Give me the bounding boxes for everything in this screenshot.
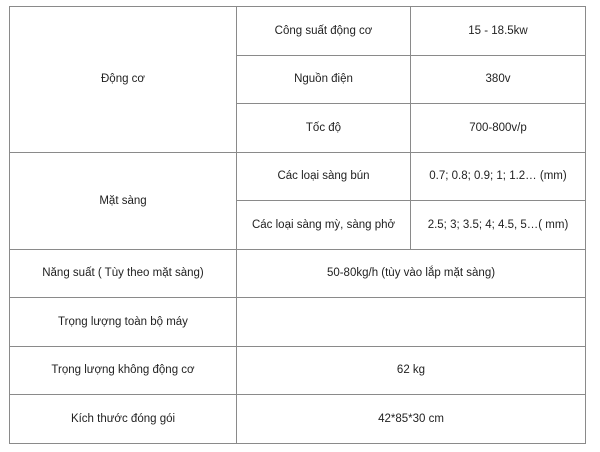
spec-table [9, 6, 586, 444]
table-row [10, 346, 586, 395]
package-size-label: Kích thước đóng gói [10, 395, 237, 444]
engine-power-source-key: Nguồn điện [237, 55, 411, 104]
weight-no-engine-value: 62 kg [237, 346, 586, 395]
table-row [10, 7, 586, 56]
package-size-value: 42*85*30 cm [237, 395, 586, 444]
screen-bun-value: 0.7; 0.8; 0.9; 1; 1.2… (mm) [411, 152, 586, 201]
table-row [10, 152, 586, 201]
productivity-label: Năng suất ( Tùy theo mặt sàng) [10, 249, 237, 298]
total-weight-value [237, 298, 586, 347]
weight-no-engine-label: Trọng lượng không động cơ [10, 346, 237, 395]
engine-power-key: Công suất động cơ [237, 7, 411, 56]
engine-speed-value: 700-800v/p [411, 104, 586, 153]
screen-noodle-value: 2.5; 3; 3.5; 4; 4.5, 5…( mm) [411, 201, 586, 250]
engine-speed-key: Tốc độ [237, 104, 411, 153]
table-row [10, 395, 586, 444]
table-row [10, 298, 586, 347]
table-row [10, 249, 586, 298]
screen-label-cell: Mặt sàng [10, 152, 237, 249]
engine-power-value: 15 - 18.5kw [411, 7, 586, 56]
engine-label-cell: Động cơ [10, 7, 237, 153]
total-weight-label: Trọng lượng toàn bộ máy [10, 298, 237, 347]
engine-power-source-value: 380v [411, 55, 586, 104]
screen-bun-key: Các loại sàng bún [237, 152, 411, 201]
screen-noodle-key: Các loại sàng mỳ, sàng phở [237, 201, 411, 250]
productivity-value: 50-80kg/h (tùy vào lắp mặt sàng) [237, 249, 586, 298]
